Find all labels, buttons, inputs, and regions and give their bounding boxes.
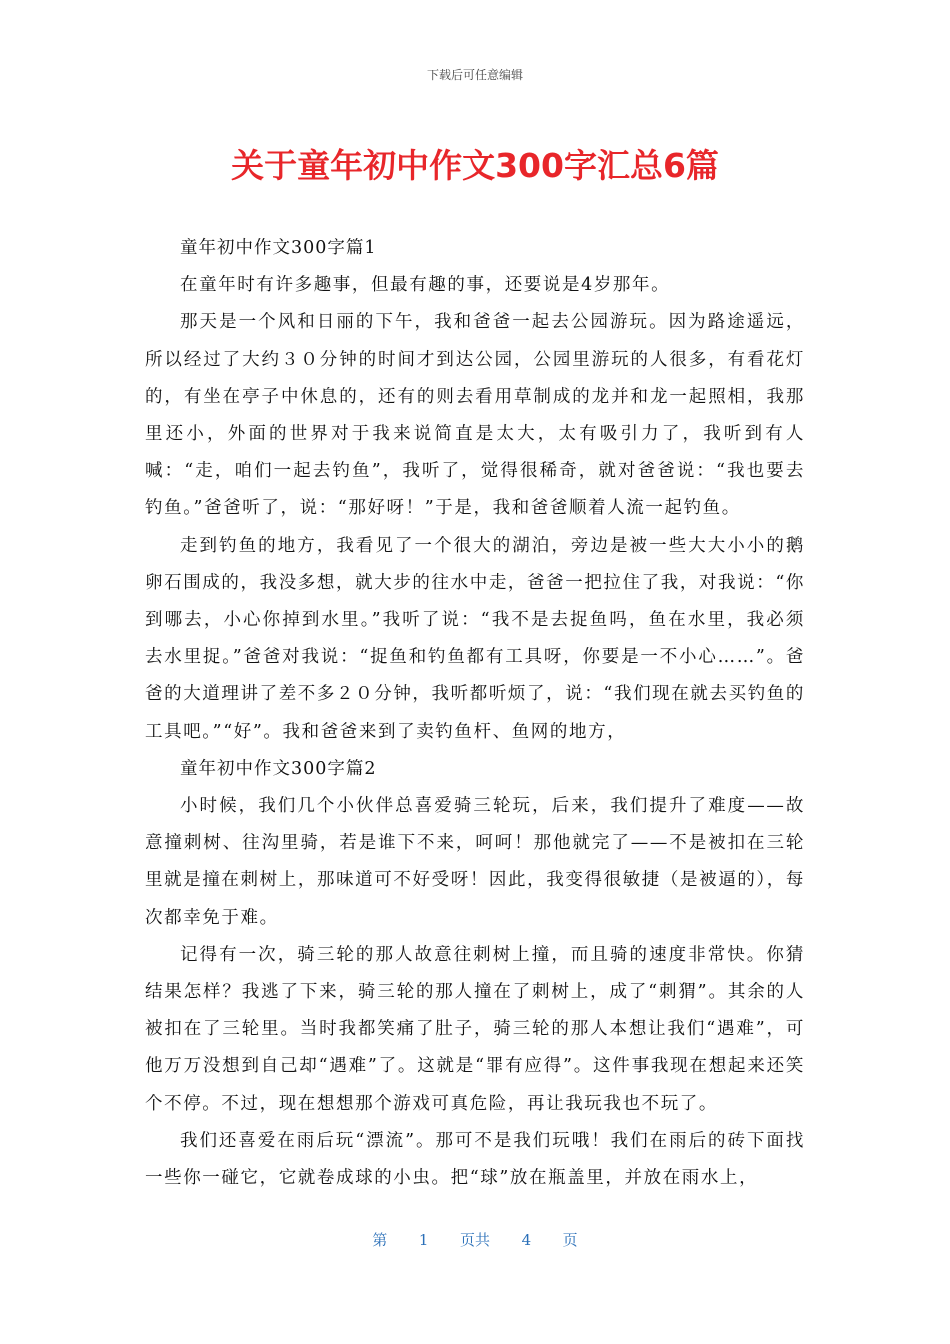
header-note: 下载后可任意编辑: [426, 68, 523, 82]
page-footer: [0, 1229, 950, 1250]
footer-middle: 页共: [459, 1231, 490, 1249]
paragraph: 那天是一个风和日丽的下午，我和爸爸一起去公园游玩。因为路途遥远，所以经过了大约３０分钟的时间才到达公园，公园里游玩的人很多，有看花灯的，有坐在亭子中休息的，还有的则去看用草制成的龙并和龙一起照相，我那里还小，外面的世界对于我来说简直是太大，太有吸引力了，我听到有人喊：“走，咱们一起去钓鱼”，我听了，觉得很稀奇，就对爸爸说：“我也要去钓鱼。”爸爸听了，说：“那好呀！”于是，我和爸爸顺着人流一起钓鱼。: [145, 312, 805, 519]
footer-suffix: 页: [562, 1231, 578, 1249]
section-heading: 童年初中作文300字篇1: [180, 238, 377, 258]
current-page-number: 1: [418, 1231, 429, 1249]
section-heading: 童年初中作文300字篇2: [180, 758, 377, 779]
article-body: [145, 230, 805, 1197]
paragraph: 走到钓鱼的地方，我看见了一个很大的湖泊，旁边是被一些大大小小的鹅卵石围成的，我没多想，就大步的往水中走，爸爸一把拉住了我，对我说：“你到哪去，小心你掉到水里。”我听了说：“我不是去捉鱼吗，鱼在水里，我必须去水里捉。”爸爸对我说：“捉鱼和钓鱼都有工具呀，你要是一不小心……”。爸爸的大道理讲了差不多２０分钟，我听都听烦了，说：“我们现在就去买钓鱼的工具吧。”“好”。我和爸爸来到了卖钓鱼杆、鱼网的地方，: [145, 535, 805, 742]
paragraph: 在童年时有许多趣事，但最有趣的事，还要说是4岁那年。: [180, 275, 671, 296]
document-title: 关于童年初中作文300字汇总6篇: [231, 146, 719, 185]
paragraph: 记得有一次，骑三轮的那人故意往刺树上撞，而且骑的速度非常快。你猜结果怎样？我逃了下来，骑三轮的那人撞在了刺树上，成了“刺猬”。其余的人被扣在了三轮里。当时我都笑痛了肚子，骑三轮的那人本想让我们“遇难”，可他万万没想到自己却“遇难”了。这就是“罪有应得”。这件事我现在想起来还笑个不停。不过，现在想想那个游戏可真危险，再让我玩我也不玩了。: [145, 944, 805, 1114]
footer-prefix: 第: [372, 1231, 388, 1249]
total-pages: 4: [521, 1231, 532, 1249]
paragraph: 我们还喜爱在雨后玩“漂流”。那可不是我们玩哦！我们在雨后的砖下面找一些你一碰它，它就卷成球的小虫。把“球”放在瓶盖里，并放在雨水上，: [145, 1130, 805, 1189]
paragraph: 小时候，我们几个小伙伴总喜爱骑三轮玩，后来，我们提升了难度——故意撞刺树、往沟里骑，若是谁下不来，呵呵！那他就完了——不是被扣在三轮里就是撞在刺树上，那味道可不好受呀！因此，我变得很敏捷（是被逼的），每次都幸免于难。: [145, 796, 805, 928]
